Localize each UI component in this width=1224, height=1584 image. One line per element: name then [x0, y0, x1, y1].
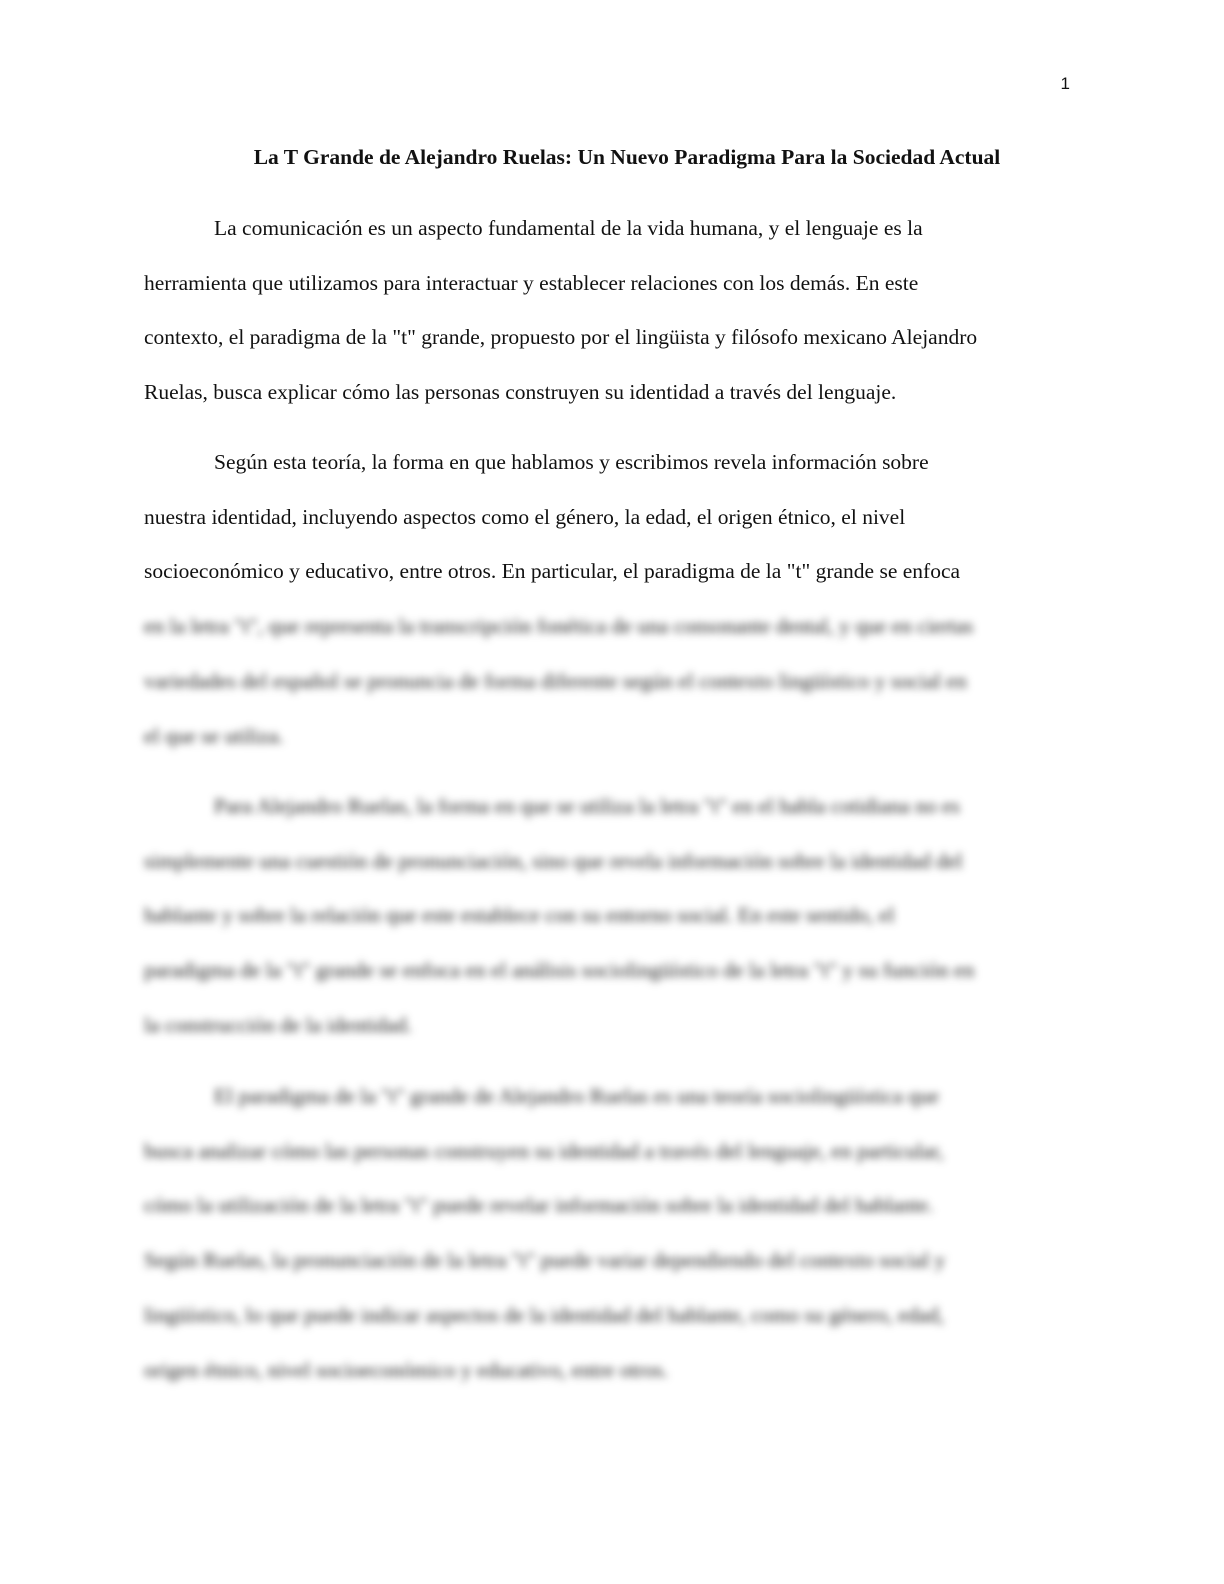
paragraph-line: Ruelas, busca explicar cómo las personas construyen su identidad a través del lenguaje.: [144, 380, 897, 404]
page-number: 1: [1060, 74, 1070, 93]
paragraph-line-blurred: origen étnico, nivel socioeconómico y educativo, entre otros.: [144, 1358, 669, 1382]
paragraph-line-blurred: simplemente una cuestión de pronunciación, sino que revela información sobre la identidad del: [144, 849, 963, 873]
paragraph-line-blurred: la construcción de la identidad.: [144, 1013, 413, 1037]
paragraph-line-blurred: variedades del español se pronuncia de forma diferente según el contexto lingüístico y social en: [144, 669, 967, 693]
paragraph-line-blurred: Según Ruelas, la pronunciación de la letra "t" puede variar dependiendo del contexto social y: [144, 1248, 946, 1272]
paragraph-line: Según esta teoría, la forma en que hablamos y escribimos revela información sobre: [214, 450, 929, 474]
paragraph-line: contexto, el paradigma de la "t" grande, propuesto por el lingüista y filósofo mexicano Alejandro: [144, 325, 978, 349]
paragraph-line: herramienta que utilizamos para interactuar y establecer relaciones con los demás. En este: [144, 271, 919, 295]
document-title: La T Grande de Alejandro Ruelas: Un Nuevo Paradigma Para la Sociedad Actual: [253, 145, 1001, 169]
paragraph-line-blurred: cómo la utilización de la letra "t" puede revelar información sobre la identidad del hablante.: [144, 1193, 934, 1217]
paragraph-line: La comunicación es un aspecto fundamental de la vida humana, y el lenguaje es la: [214, 216, 923, 240]
paragraph-line: nuestra identidad, incluyendo aspectos como el género, la edad, el origen étnico, el nivel: [144, 505, 906, 529]
paragraph-line-blurred: lingüístico, lo que puede indicar aspectos de la identidad del hablante, como su género, edad,: [144, 1303, 945, 1327]
paragraph-line-blurred: busca analizar cómo las personas construyen su identidad a través del lenguaje, en particular,: [144, 1139, 944, 1163]
paragraph-line-blurred: paradigma de la "t" grande se enfoca en el análisis sociolingüístico de la letra "t" y su función en: [144, 958, 975, 982]
paragraph-line-blurred: Para Alejandro Ruelas, la forma en que se utiliza la letra "t" en el habla cotidiana no es: [214, 794, 960, 818]
paragraph-line-blurred: El paradigma de la "t" grande de Alejandro Ruelas es una teoría sociolingüística que: [214, 1084, 940, 1108]
paragraph-line-blurred: en la letra "t", que representa la transcripción fonética de una consonante dental, y que en ciertas: [144, 614, 974, 638]
paragraph-line-blurred: hablante y sobre la relación que este establece con su entorno social. En este sentido, el: [144, 903, 895, 927]
paragraph-line: socioeconómico y educativo, entre otros. En particular, el paradigma de la "t" grande se enfoca: [144, 559, 961, 583]
paragraph-line-blurred: el que se utiliza.: [144, 724, 284, 748]
